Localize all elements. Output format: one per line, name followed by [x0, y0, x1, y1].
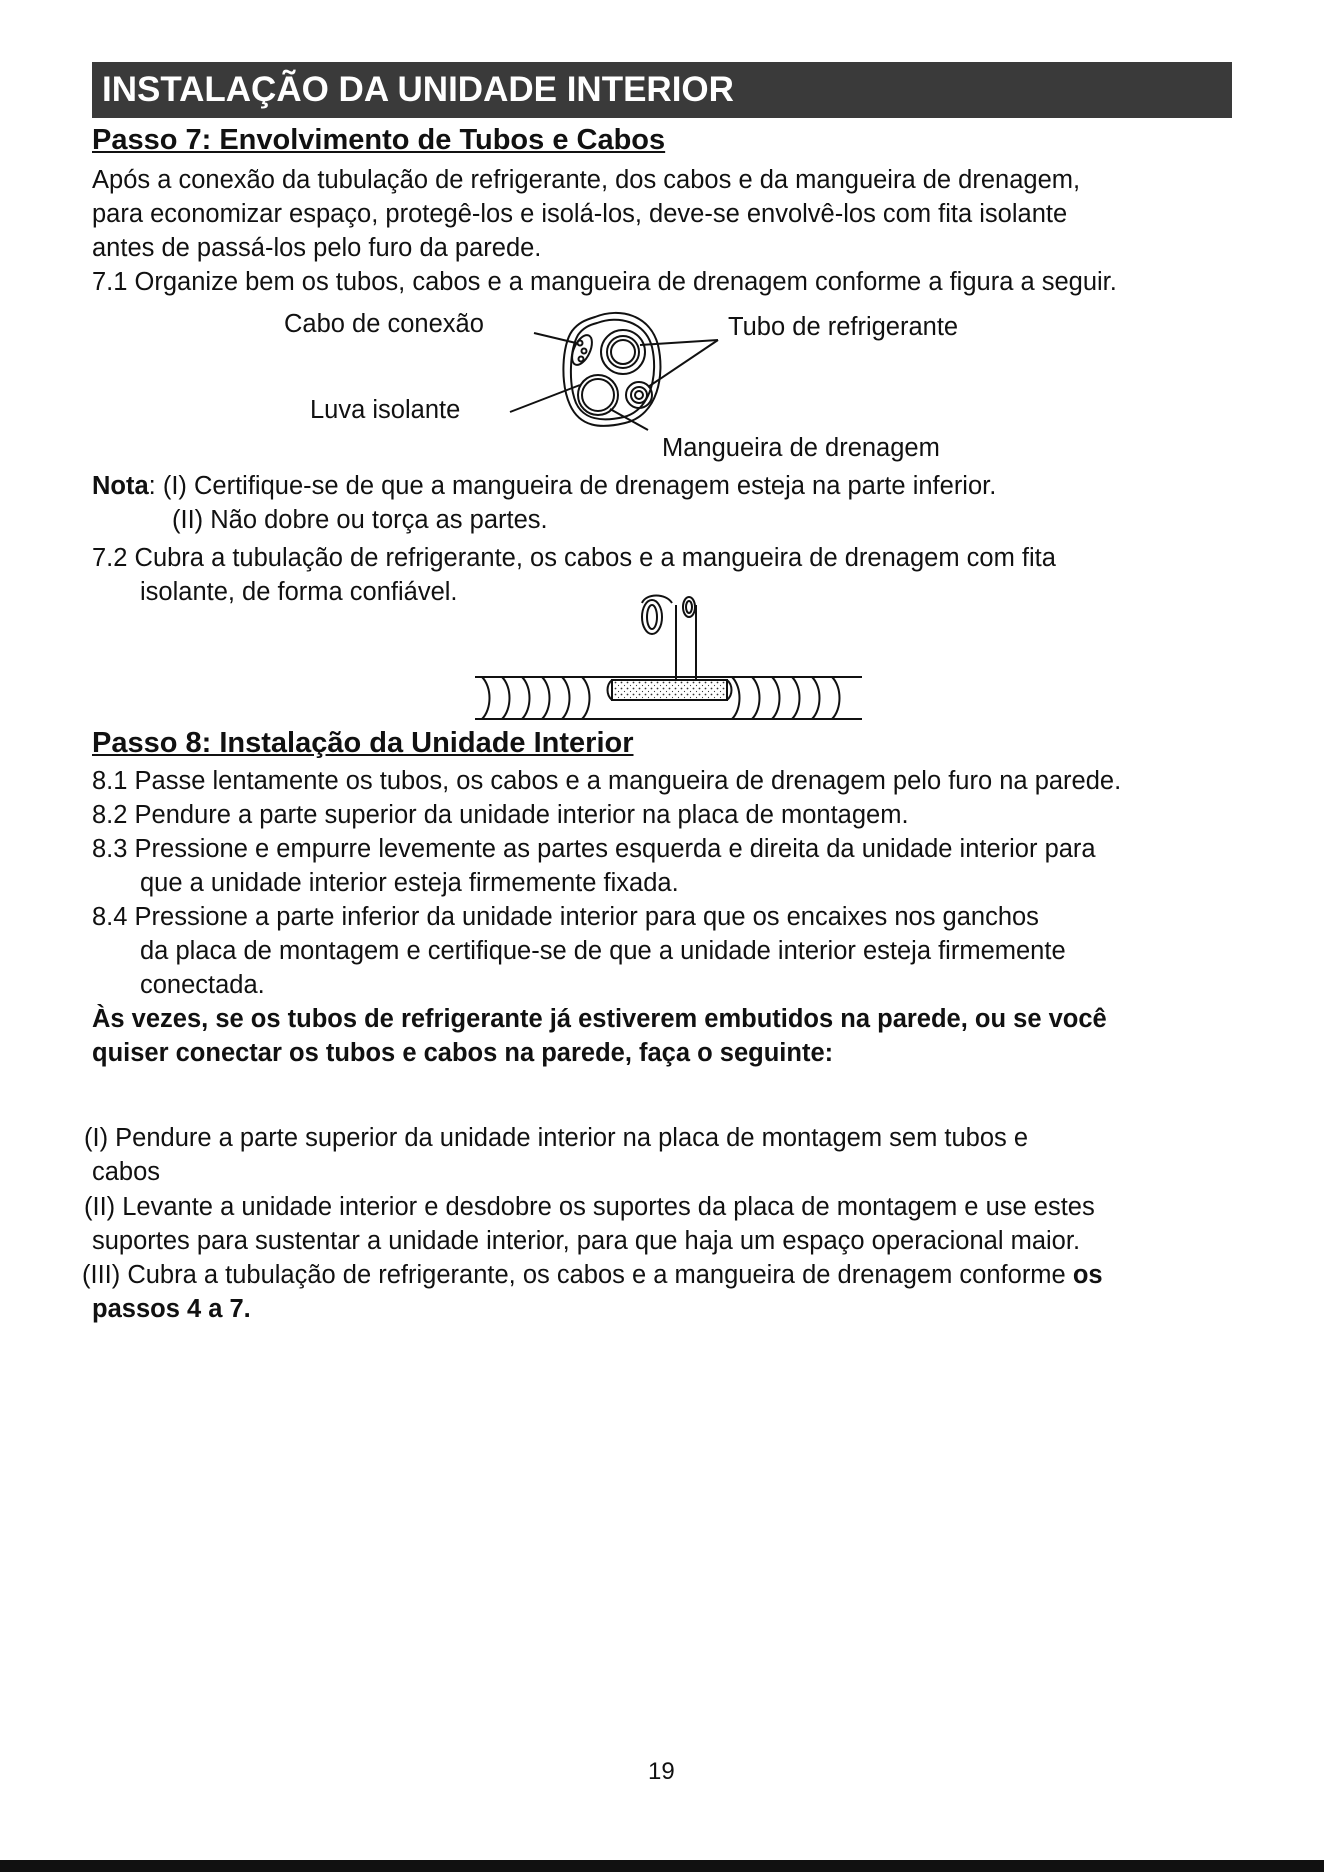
label-connection-cable: Cabo de conexão — [284, 310, 484, 338]
label-insulating-sleeve: Luva isolante — [310, 396, 461, 424]
item-8-3-line-2: que a unidade interior esteja firmemente fixada. — [140, 869, 679, 897]
item-8-2: 8.2 Pendure a parte superior da unidade interior na placa de montagem. — [92, 801, 909, 829]
item-8-1: 8.1 Passe lentamente os tubos, os cabos e a mangueira de drenagem pelo furo na parede. — [92, 767, 1122, 795]
item-8-4-line-1: 8.4 Pressione a parte inferior da unidade interior para que os encaixes nos ganchos — [92, 903, 1039, 931]
tape-wrapping-figure — [470, 585, 870, 725]
bold-note-line-2: quiser conectar os tubos e cabos na parede, faça o seguinte: — [92, 1039, 834, 1067]
label-drain-hose: Mangueira de drenagem — [662, 434, 940, 462]
page-number: 19 — [648, 1758, 675, 1785]
step8-heading: Passo 8: Instalação da Unidade Interior — [92, 727, 634, 759]
note-text-1: : (I) Certifique-se de que a mangueira de drenagem esteja na parte inferior. — [148, 472, 997, 500]
label-refrigerant-pipe: Tubo de refrigerante — [728, 313, 959, 341]
item-8-3-line-1: 8.3 Pressione e empurre levemente as partes esquerda e direita da unidade interior para — [92, 835, 1096, 863]
sub-item-i-line-2: cabos — [92, 1158, 161, 1186]
sub-item-i-line-1: (I) Pendure a parte superior da unidade interior na placa de montagem sem tubos e — [84, 1124, 1029, 1152]
sub-item-iii-text: (III) Cubra a tubulação de refrigerante, os cabos e a mangueira de drenagem conforme — [82, 1261, 1073, 1289]
bundle-cross-section-figure — [500, 305, 740, 435]
step7-intro-line-3: antes de passá-los pelo furo da parede. — [92, 234, 542, 262]
step7-intro-line-1: Após a conexão da tubulação de refrigerante, dos cabos e da mangueira de drenagem, — [92, 166, 1081, 194]
note-line-2: (II) Não dobre ou torça as partes. — [172, 506, 548, 534]
sub-item-ii-line-2: suportes para sustentar a unidade interior, para que haja um espaço operacional maior. — [92, 1227, 1081, 1255]
step7-intro-line-2: para economizar espaço, protegê-los e isolá-los, deve-se envolvê-los com fita isolante — [92, 200, 1068, 228]
bold-note-line-1: Às vezes, se os tubos de refrigerante já estiverem embutidos na parede, ou se você — [92, 1005, 1107, 1033]
item-7-2-line-2: isolante, de forma confiável. — [140, 578, 458, 606]
sub-item-iii-line-2: passos 4 a 7. — [92, 1295, 251, 1323]
item-7-1: 7.1 Organize bem os tubos, cabos e a mangueira de drenagem conforme a figura a seguir. — [92, 268, 1117, 296]
bottom-rule — [0, 1860, 1324, 1872]
step7-heading: Passo 7: Envolvimento de Tubos e Cabos — [92, 124, 666, 156]
sub-item-iii-line-1 — [82, 1258, 1103, 1292]
item-8-4-line-2: da placa de montagem e certifique-se de que a unidade interior esteja firmemente — [140, 937, 1066, 965]
note-label: Nota — [92, 472, 149, 500]
section-banner: INSTALAÇÃO DA UNIDADE INTERIOR — [92, 62, 1232, 118]
note-line-1 — [92, 469, 996, 503]
sub-item-iii-bold: os — [1072, 1261, 1103, 1289]
item-7-2-line-1: 7.2 Cubra a tubulação de refrigerante, os cabos e a mangueira de drenagem com fita — [92, 544, 1056, 572]
item-8-4-line-3: conectada. — [140, 971, 265, 999]
sub-item-ii-line-1: (II) Levante a unidade interior e desdobre os suportes da placa de montagem e use estes — [84, 1193, 1095, 1221]
